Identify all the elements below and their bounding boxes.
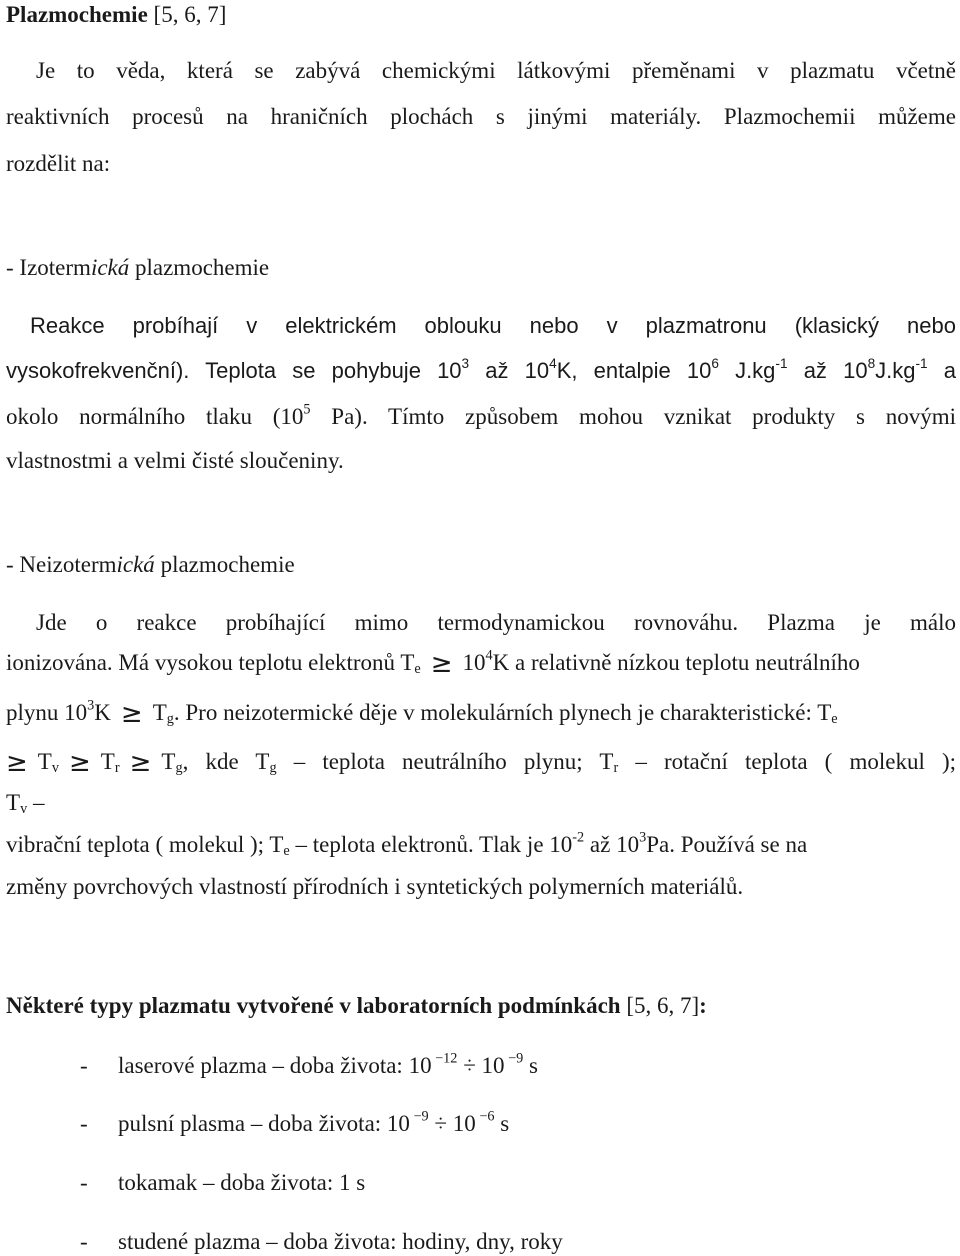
intro-line-2: reaktivních procesů na hraničních plochách s jinými materiály. Plazmochemii můžeme <box>6 104 956 129</box>
iso-dash: - <box>6 255 20 280</box>
iso-line-2: vysokofrekvenční). Teplota se pohybuje $10^3$ až $10^4K$, entalpie $10^6$ $J.kg^{-1}$ až $10^8J.kg^{-1}$ a <box>6 355 957 383</box>
list-item: - studené plazma – doba života: hodiny, dny, roky <box>80 1229 563 1254</box>
section-heading <box>6 2 956 28</box>
iso-heading <box>6 255 956 281</box>
types-heading: Některé typy plazmatu vytvořené v laboratorních podmínkách [5, 6, 7]: <box>6 993 707 1018</box>
types-refs: [5, 6, 7] <box>620 993 700 1018</box>
iso-line-1: Reakce probíhají v elektrickém oblouku nebo v plazmatronu (klasický nebo <box>30 313 956 338</box>
list-item: - laserové plazma – doba života: 10 $^{-12}$ ÷ 10 $^{-9}$ s <box>80 1050 538 1078</box>
neiso-head-italic: ická <box>116 552 155 577</box>
intro-line-3: rozdělit na: <box>6 151 111 176</box>
neiso-line-2: ionizována. Má vysokou teplotu elektronů $T_e \ge 10^4K$ a relativně nízkou teplotu neutrálního <box>6 647 860 679</box>
intro-line-1: Je to věda, která se zabývá chemickými látkovými přeměnami v plazmatu včetně <box>36 58 956 83</box>
neiso-line-3: plynu $10^3K \ge T_g$. Pro neizotermické děje v molekulárních plynech je charakteristické: $T_e$ <box>6 697 838 729</box>
neiso-head-plain: Neizoterm <box>19 552 117 577</box>
heading-title: Plazmochemie <box>6 2 148 27</box>
types-title: Některé typy plazmatu vytvořené v laboratorních podmínkách <box>6 993 621 1018</box>
list-item: - pulsní plasma – doba života: 10 $^{-9}$ ÷ 10 $^{-6}$ s <box>80 1108 510 1136</box>
neiso-line-4: ≥ $T_v \ge T_r \ge T_g$, kde $T_g$ – teplota neutrálního plynu; $T_r$ – rotační teplota ( molekul ); <box>6 748 957 778</box>
iso-line-4: vlastnostmi a velmi čisté sloučeniny. <box>6 448 344 473</box>
iso-head-plain: Izoterm <box>19 255 91 280</box>
neiso-line-1: Jde o reakce probíhající mimo termodynamickou rovnováhu. Plazma je málo <box>36 610 956 635</box>
neiso-line-7: změny povrchových vlastností přírodních i syntetických polymerních materiálů. <box>6 874 744 899</box>
neiso-head-rest: plazmochemie <box>154 552 295 577</box>
neiso-line-6: vibrační teplota ( molekul ); $T_e$ – teplota elektronů. Tlak je $10^{-2}$ až $10^3Pa$. Používá se na <box>6 829 808 859</box>
neiso-line-5: $T_v$ – <box>6 790 45 817</box>
iso-head-rest: plazmochemie <box>129 255 270 280</box>
list-item: - tokamak – doba života: 1 s <box>80 1170 366 1195</box>
iso-line-3: okolo normálního tlaku ($10^5$ Pa). Tímto způsobem mohou vznikat produkty s novými <box>6 401 957 429</box>
neiso-heading <box>6 552 956 578</box>
heading-refs: [5, 6, 7] <box>147 2 227 27</box>
iso-head-italic: ická <box>90 255 130 280</box>
neiso-dash: - <box>6 552 20 577</box>
